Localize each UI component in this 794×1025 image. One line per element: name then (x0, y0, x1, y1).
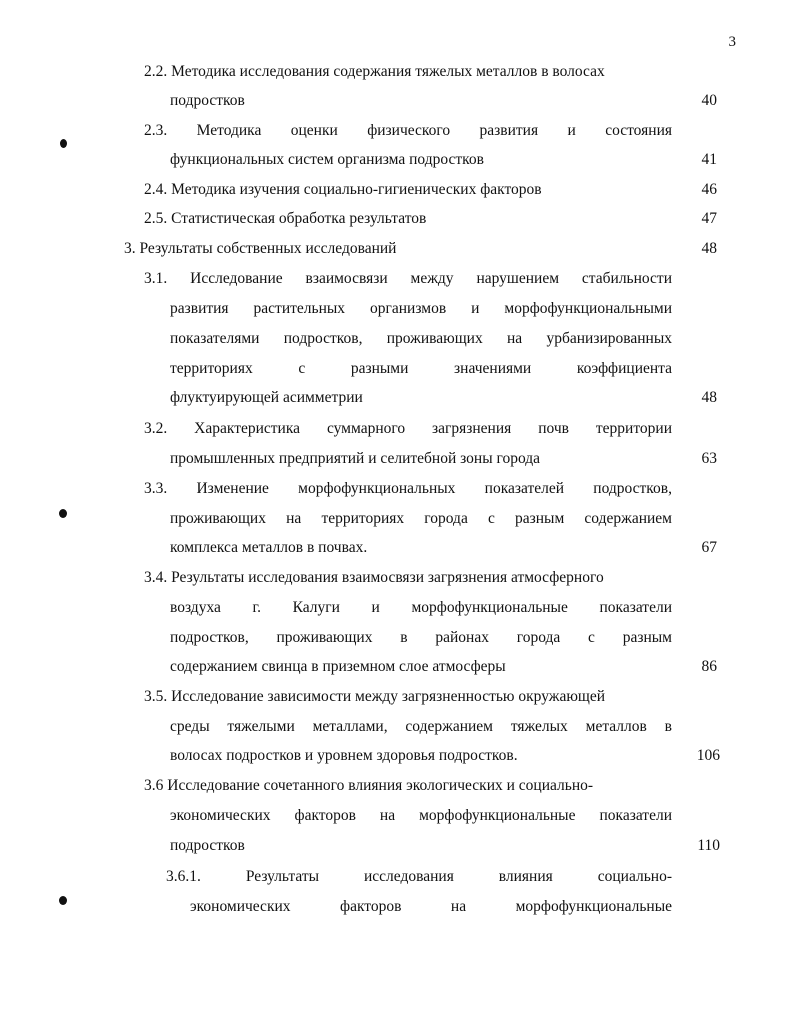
toc-entry-3-1-line-1: 3.1. Исследование взаимосвязи между нарушением стабильности (144, 270, 672, 287)
toc-entry-3-4-page: 86 (701, 658, 717, 675)
toc-entry-3-4-line-2: воздуха г. Калуги и морфофункциональные показатели (170, 599, 672, 616)
toc-entry-2-5-line-1: 2.5. Статистическая обработка результатов (144, 210, 427, 227)
toc-entry-2-3-line-2: функциональных систем организма подростков (170, 151, 484, 168)
toc-entry-3-2-line-2: промышленных предприятий и селитебной зоны города (170, 450, 541, 467)
toc-entry-3-line-1: 3. Результаты собственных исследований (124, 240, 397, 257)
toc-entry-3-5-line-2: среды тяжелыми металлами, содержанием тяжелых металлов в (170, 718, 672, 735)
binding-hole-mark (59, 896, 67, 905)
toc-entry-3-6-line-2: экономических факторов на морфофункциональные показатели (170, 807, 672, 824)
toc-entry-3-3-page: 67 (701, 539, 717, 556)
binding-hole-mark (59, 509, 67, 518)
toc-entry-3-1-page: 48 (701, 389, 717, 406)
toc-entry-3-4-line-1: 3.4. Результаты исследования взаимосвязи загрязнения атмосферного (144, 569, 604, 586)
toc-entry-3-6-1-line-2: экономических факторов на морфофункциональные (190, 898, 672, 915)
toc-entry-3-2-page: 63 (701, 450, 717, 467)
toc-entry-3-2-line-1: 3.2. Характеристика суммарного загрязнения почв территории (144, 420, 672, 437)
toc-entry-3-6-page: 110 (697, 837, 720, 854)
toc-entry-3-3-line-1: 3.3. Изменение морфофункциональных показателей подростков, (144, 480, 672, 497)
toc-entry-3-3-line-3: комплекса металлов в почвах. (170, 539, 368, 556)
toc-entry-3-6-line-3: подростков (170, 837, 245, 854)
toc-entry-2-2-page: 40 (701, 92, 717, 109)
toc-entry-2-3-line-1: 2.3. Методика оценки физического развития и состояния (144, 122, 672, 139)
toc-entry-3-1-line-4: территориях с разными значениями коэффициента (170, 360, 672, 377)
binding-hole-mark (60, 139, 67, 148)
toc-entry-3-6-1-line-1: 3.6.1. Результаты исследования влияния социально- (166, 868, 672, 885)
toc-entry-2-4-page: 46 (701, 181, 717, 198)
toc-entry-3-5-line-1: 3.5. Исследование зависимости между загрязненностью окружающей (144, 688, 606, 705)
toc-entry-2-4-line-1: 2.4. Методика изучения социально-гигиенических факторов (144, 181, 542, 198)
toc-entry-2-5-page: 47 (701, 210, 717, 227)
toc-entry-3-6-line-1: 3.6 Исследование сочетанного влияния экологических и социально- (144, 777, 594, 794)
toc-entry-3-4-line-3: подростков, проживающих в районах города с разным (170, 629, 672, 646)
page-number: 3 (728, 34, 736, 50)
toc-entry-3-1-line-5: флуктуирующей асимметрии (170, 389, 363, 406)
toc-entry-3-1-line-2: развития растительных организмов и морфофункциональными (170, 300, 672, 317)
toc-entry-3-5-line-3: волосах подростков и уровнем здоровья подростков. (170, 747, 518, 764)
toc-entry-3-3-line-2: проживающих на территориях города с разным содержанием (170, 510, 672, 527)
toc-entry-3-1-line-3: показателями подростков, проживающих на урбанизированных (170, 330, 672, 347)
toc-entry-2-2-line-1: 2.2. Методика исследования содержания тяжелых металлов в волосах (144, 63, 605, 80)
toc-entry-3-5-page: 106 (696, 747, 720, 764)
toc-entry-2-3-page: 41 (701, 151, 717, 168)
toc-entry-3-page: 48 (701, 240, 717, 257)
toc-entry-3-4-line-4: содержанием свинца в приземном слое атмосферы (170, 658, 506, 675)
toc-entry-2-2-line-2: подростков (170, 92, 245, 109)
